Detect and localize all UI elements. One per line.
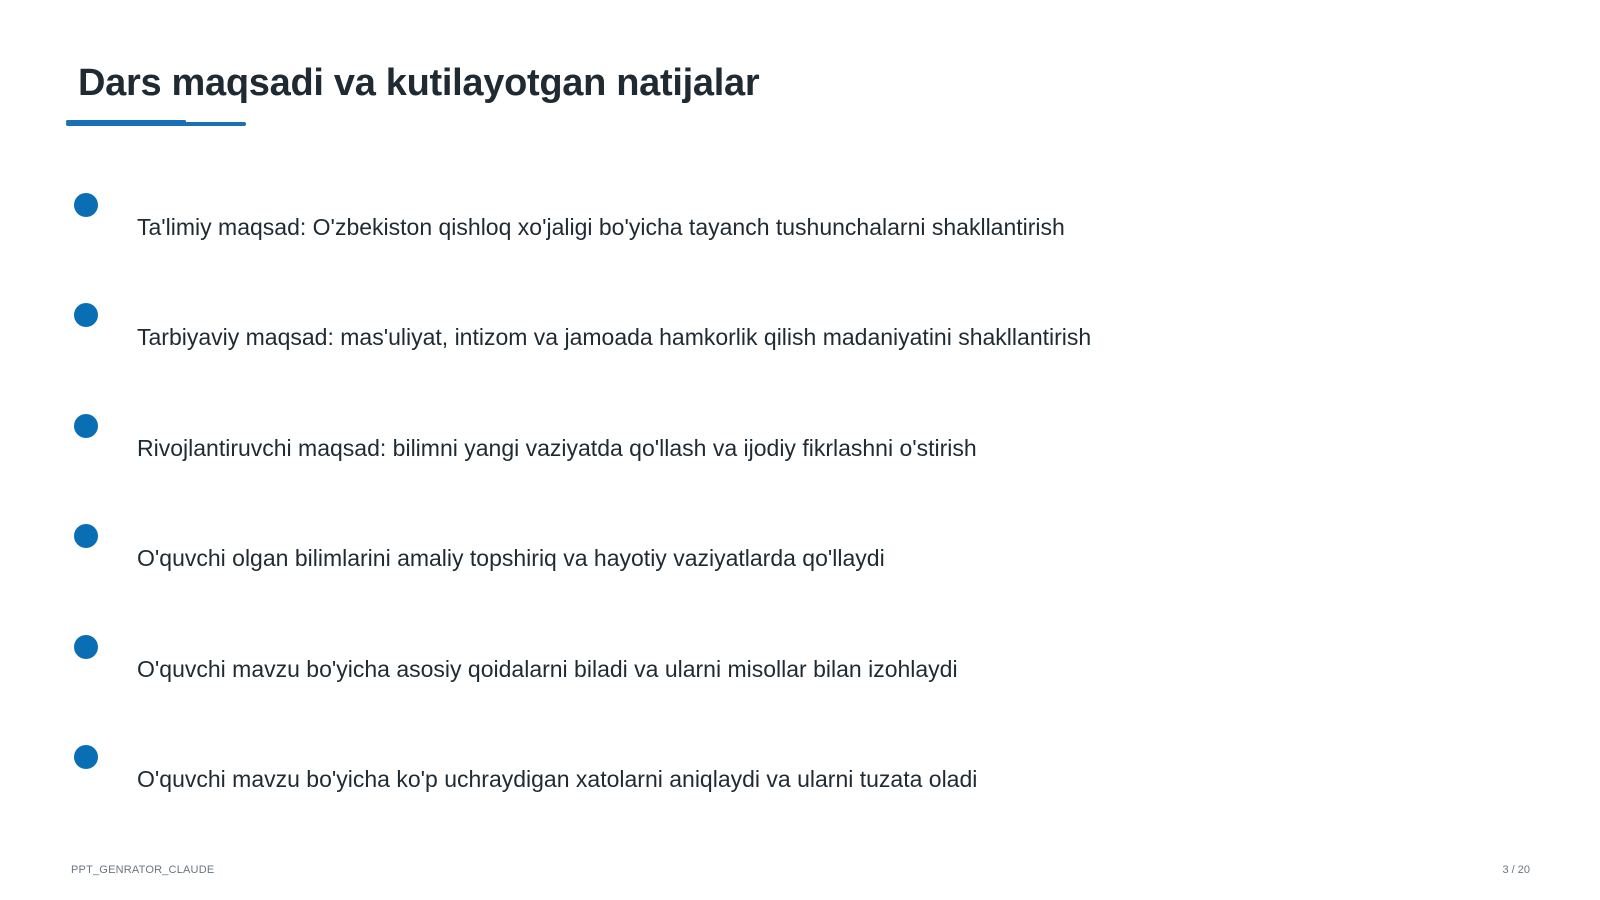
bullet-dot-icon (74, 635, 98, 659)
bullet-dot-icon (74, 193, 98, 217)
bullet-dot-icon (74, 303, 98, 327)
bullet-text: Ta'limiy maqsad: O'zbekiston qishloq xo'jaligi bo'yicha tayanch tushunchalarni shakllantirish (137, 214, 1065, 240)
bullet-text: Tarbiyaviy maqsad: mas'uliyat, intizom va jamoada hamkorlik qilish madaniyatini shakllantirish (137, 324, 1092, 350)
footer-generator-label: PPT_GENRATOR_CLAUDE (71, 864, 215, 876)
list-item (0, 745, 1600, 835)
list-item (0, 414, 1600, 504)
list-item (0, 303, 1600, 393)
bullet-text: O'quvchi mavzu bo'yicha asosiy qoidalarni biladi va ularni misollar bilan izohlaydi (137, 656, 958, 682)
list-item (0, 193, 1600, 283)
bullet-text: O'quvchi olgan bilimlarini amaliy topshiriq va hayotiy vaziyatlarda qo'llaydi (137, 545, 885, 571)
slide-title: Dars maqsadi va kutilayotgan natijalar (78, 62, 760, 104)
bullet-dot-icon (74, 745, 98, 769)
list-item (0, 635, 1600, 725)
bullet-dot-icon (74, 524, 98, 548)
bullet-text: O'quvchi mavzu bo'yicha ko'p uchraydigan xatolarni aniqlaydi va ularni tuzata oladi (137, 766, 978, 792)
list-item (0, 524, 1600, 614)
bullet-dot-icon (74, 414, 98, 438)
page-number: 3 / 20 (1502, 864, 1530, 876)
bullet-text: Rivojlantiruvchi maqsad: bilimni yangi vaziyatda qo'llash va ijodiy fikrlashni o'stirish (137, 435, 977, 461)
